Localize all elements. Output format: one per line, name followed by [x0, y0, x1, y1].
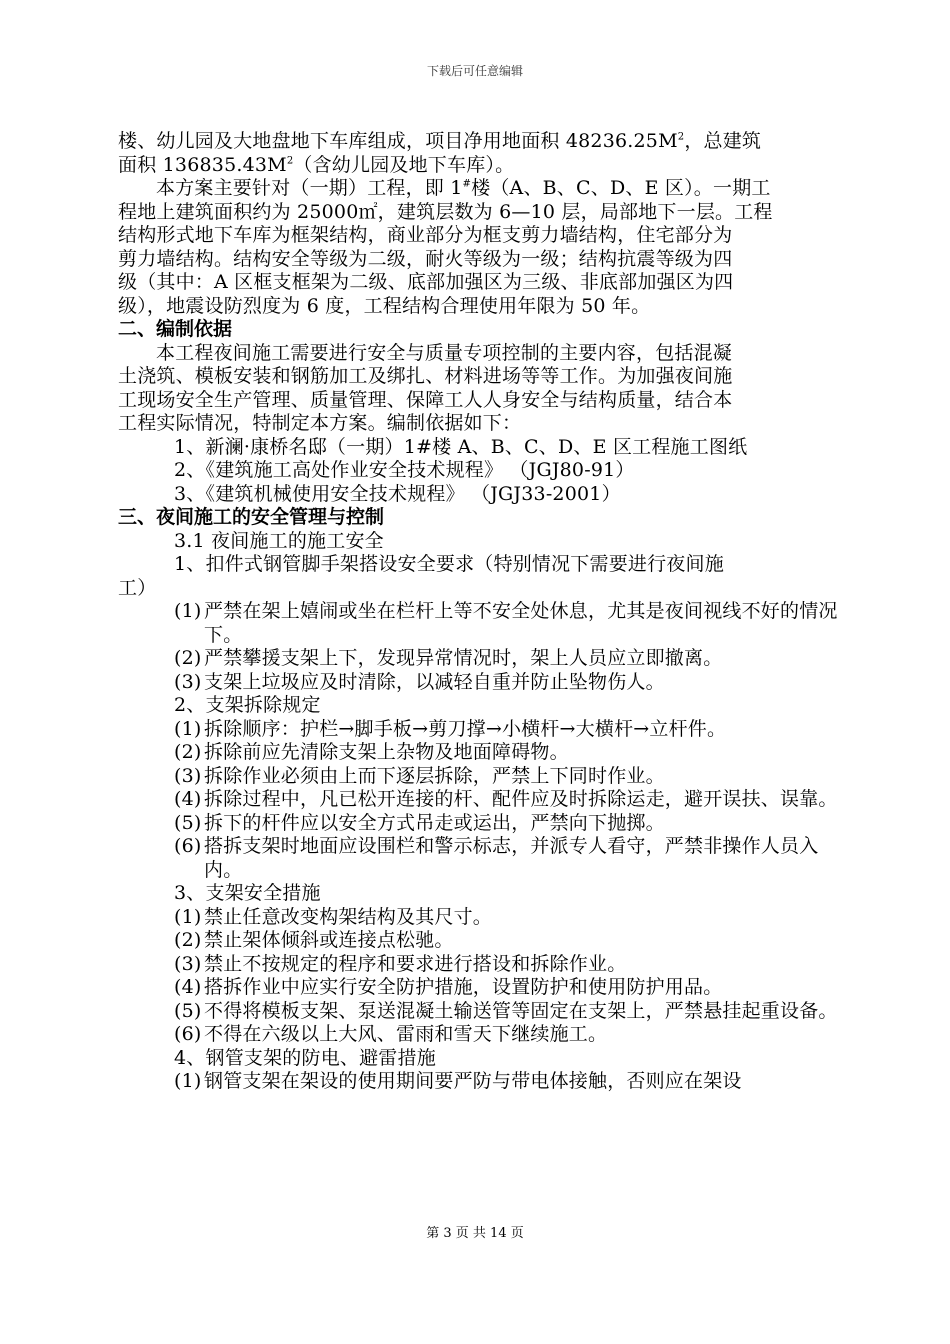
list-item: (2) 禁止架体倾斜或连接点松驰。	[174, 929, 454, 951]
paragraph-line: 面积 $136835.43M^2$（含幼儿园及地下车库）。	[118, 153, 515, 176]
section-heading: 二、编制依据	[118, 318, 233, 340]
paragraph-line: 工程实际情况，特制定本方案。编制依据如下：	[118, 412, 522, 434]
paragraph-line: 本工程夜间施工需要进行安全与质量专项控制的主要内容，包括混凝	[156, 341, 733, 364]
paragraph-line: 本方案主要针对（一期）工程，即 1#楼（A、B、C、D、E 区）。一期工	[156, 177, 771, 199]
list-item: (6) 搭拆支架时地面应设围栏和警示标志，并派专人看守，严禁非操作人员入内。	[174, 835, 819, 881]
list-item: (6) 不得在六级以上大风、雷雨和雪天下继续施工。	[174, 1023, 608, 1045]
list-item: (3) 支架上垃圾应及时清除，以减轻自重并防止坠物伤人。	[174, 670, 665, 693]
paragraph-line: 楼、幼儿园及大地盘地下车库组成，项目净用地面积 $48236.25M^2$，总建筑	[118, 130, 762, 152]
list-item: (3) 拆除作业必须由上而下逐层拆除，严禁上下同时作业。	[174, 764, 665, 787]
reference-item: 1、新澜·康桥名邸（一期）1#楼 A、B、C、D、E 区工程施工图纸	[174, 435, 748, 458]
paragraph-line: 结构形式地下车库为框架结构，商业部分为框支剪力墙结构，住宅部分为	[118, 224, 733, 246]
list-item: (5) 不得将模板支架、泵送混凝土输送管等固定在支架上，严禁悬挂起重设备。	[174, 999, 838, 1022]
paragraph-line: 剪力墙结构。结构安全等级为二级，耐火等级为一级；结构抗震等级为四	[118, 247, 733, 270]
page-header: 下载后可任意编辑	[426, 64, 523, 78]
reference-item: 3、《建筑机械使用安全技术规程》 （JGJ33-2001）	[174, 482, 621, 505]
list-item: (2) 拆除前应先清除支架上杂物及地面障碍物。	[174, 741, 569, 763]
paragraph-line: 工现场安全生产管理、质量管理、保障工人人身安全与结构质量，结合本	[118, 388, 733, 411]
list-item: (4) 拆除过程中，凡已松开连接的杆、配件应及时拆除运走，避开误扶、误靠。	[174, 788, 838, 810]
page-footer: 第 3 页 共 14 页	[426, 1226, 524, 1241]
list-item: (3) 禁止不按规定的程序和要求进行搭设和拆除作业。	[174, 952, 627, 975]
topic-heading: 2、支架拆除规定	[174, 694, 321, 716]
paragraph-line: 土浇筑、模板安装和钢筋加工及绑扎、材料进场等等工作。为加强夜间施	[118, 365, 733, 387]
topic-heading: 3、支架安全措施	[174, 882, 321, 904]
list-item: (1) 钢管支架在架设的使用期间要严防与带电体接触，否则应在架设	[174, 1070, 742, 1092]
topic-heading: 1、扣件式钢管脚手架搭设安全要求（特别情况下需要进行夜间施	[174, 553, 724, 575]
list-item: (4) 搭拆作业中应实行安全防护措施，设置防护和使用防护用品。	[174, 976, 723, 998]
document-body	[118, 130, 848, 1094]
paragraph-line: 级（其中：A 区框支框架为二级、底部加强区为三级、非底部加强区为四	[118, 271, 734, 293]
paragraph-line: 程地上建筑面积约为 25000㎡，建筑层数为 6—10 层，局部地下一层。工程	[118, 200, 773, 223]
reference-item: 2、《建筑施工高处作业安全技术规程》 （JGJ80-91）	[174, 459, 635, 481]
paragraph-line: 级），地震设防烈度为 6 度，工程结构合理使用年限为 50 年。	[118, 294, 651, 317]
topic-heading-continued: 工）	[118, 576, 157, 599]
list-item: (1) 禁止任意改变构架结构及其尺寸。	[174, 905, 493, 928]
list-item: (5) 拆下的杆件应以安全方式吊走或运出，严禁向下抛掷。	[174, 811, 665, 834]
list-item: (1) 严禁在架上嬉闹或坐在栏杆上等不安全处休息，尤其是夜间视线不好的情况下。	[174, 600, 838, 646]
topic-heading: 4、钢管支架的防电、避雷措施	[174, 1046, 436, 1069]
section-heading: 三、夜间施工的安全管理与控制	[118, 506, 385, 528]
list-item: (2) 严禁攀援支架上下，发现异常情况时，架上人员应立即撤离。	[174, 647, 723, 669]
subsection-heading: 3.1 夜间施工的施工安全	[174, 529, 384, 552]
list-item: (1) 拆除顺序：护栏→脚手板→剪刀撑→小横杆→大横杆→立杆件。	[174, 717, 727, 740]
